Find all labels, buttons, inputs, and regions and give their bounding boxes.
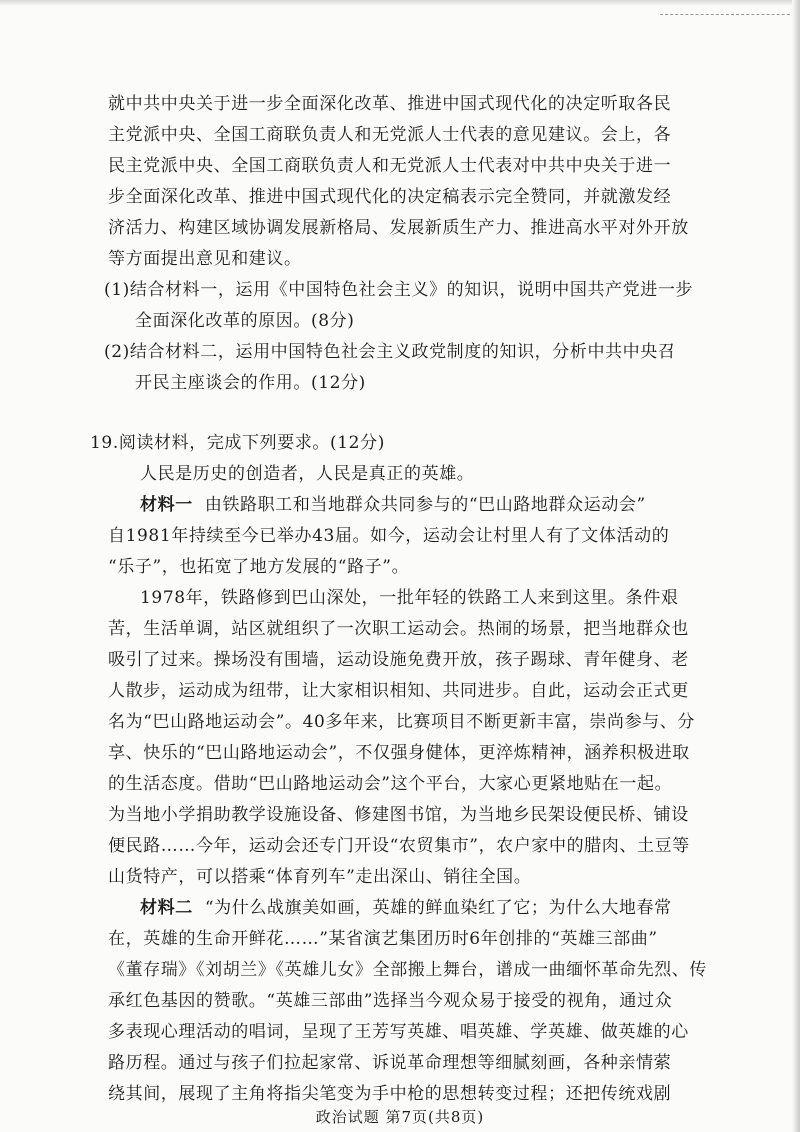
material-1-label: 材料一 [140, 495, 193, 515]
text-line: 人散步，运动成为纽带，让大家相识相知、共同进步。自此，运动会正式更 [108, 681, 689, 701]
text-line: 便民路……今年，运动会还专门开设“农贸集市”，农户家中的腊肉、土豆等 [108, 836, 690, 856]
text-line: 《董存瑞》《刘胡兰》《英雄儿女》全部搬上舞台，谱成一曲缅怀革命先烈、传 [108, 960, 707, 980]
text-line: 为当地小学捐助教学设施设备、修建图书馆，为当地乡民架设便民桥、铺设 [108, 805, 689, 825]
text-line: 多表现心理活动的唱词，呈现了王芳写英雄、唱英雄、学英雄、做英雄的心 [108, 1022, 689, 1042]
question-19-header: 19.阅读材料，完成下列要求。(12分) [90, 433, 385, 453]
text-line: 山货特产，可以搭乘“体育列车”走出深山、销往全国。 [108, 867, 532, 887]
text-line: 在，英雄的生命开鲜花……”某省演艺集团历时6年创排的“英雄三部曲” [108, 929, 658, 949]
text-line: 就中共中央关于进一步全面深化改革、推进中国式现代化的决定听取各民 [108, 94, 672, 114]
material-2-first-line [140, 897, 672, 919]
question-19-intro: 人民是历史的创造者，人民是真正的英雄。 [140, 464, 475, 484]
material-1-first-line [140, 494, 646, 516]
question-18-2-line2: 开民主座谈会的作用。(12分) [135, 373, 366, 393]
page-footer: 政治试题 第7页(共8页) [315, 1108, 485, 1126]
question-18-1-line1: (1)结合材料一，运用《中国特色社会主义》的知识，说明中国共产党进一步 [104, 280, 694, 300]
text-line: 济活力、构建区域协调发展新格局、发展新质生产力、推进高水平对外开放 [108, 218, 689, 238]
text-line: 的生活态度。借助“巴山路地运动会”这个平台，大家心更紧地贴在一起。 [108, 774, 673, 794]
text-line: 名为“巴山路地运动会”。40多年来，比赛项目不断更新丰富，崇尚参与、分 [108, 712, 696, 732]
text-line: 享、快乐的“巴山路地运动会”，不仅强身健体，更淬炼精神，涵养积极进取 [108, 743, 690, 763]
text-line: “乐子”，也拓宽了地方发展的“路子”。 [108, 557, 410, 577]
text-line: 绕其间，展现了主角将指尖笔变为手中枪的思想转变过程；还把传统戏剧 [108, 1084, 672, 1104]
text-line: 主党派中央、全国工商联负责人和无党派人士代表的意见建议。会上，各 [108, 125, 672, 145]
material-2-label: 材料二 [140, 898, 193, 918]
question-18-2-line1: (2)结合材料二，运用中国特色社会主义政党制度的知识，分析中共中央召 [104, 342, 676, 362]
text-line: 步全面深化改革、推进中国式现代化的决定稿表示完全赞同，并就激发经 [108, 187, 672, 207]
text-line: 承红色基因的赞歌。“英雄三部曲”选择当今观众易于接受的视角，通过众 [108, 991, 673, 1011]
text-line: 路历程。通过与孩子们拉起家常、诉说革命理想等细腻刻画，各种亲情萦 [108, 1053, 672, 1073]
text-span: 由铁路职工和当地群众共同参与的“巴山路地群众运动会” [204, 495, 646, 515]
text-line: 吸引了过来。操场没有围墙，运动设施免费开放，孩子踢球、青年健身、老 [108, 650, 689, 670]
question-18-1-line2: 全面深化改革的原因。(8分) [135, 311, 355, 331]
text-line: 苦，生活单调，站区就组织了一次职工运动会。热闹的场景，把当地群众也 [108, 619, 689, 639]
text-line: 民主党派中央、全国工商联负责人和无党派人士代表对中共中央关于进一 [108, 156, 672, 176]
text-line: 等方面提出意见和建议。 [108, 249, 302, 269]
text-line: 自1981年持续至今已举办43届。如今，运动会让村里人有了文体活动的 [108, 526, 670, 546]
text-line: 1978年，铁路修到巴山深处，一批年轻的铁路工人来到这里。条件艰 [140, 588, 679, 608]
text-span: “为什么战旗美如画，英雄的鲜血染红了它；为什么大地春常 [204, 898, 672, 918]
